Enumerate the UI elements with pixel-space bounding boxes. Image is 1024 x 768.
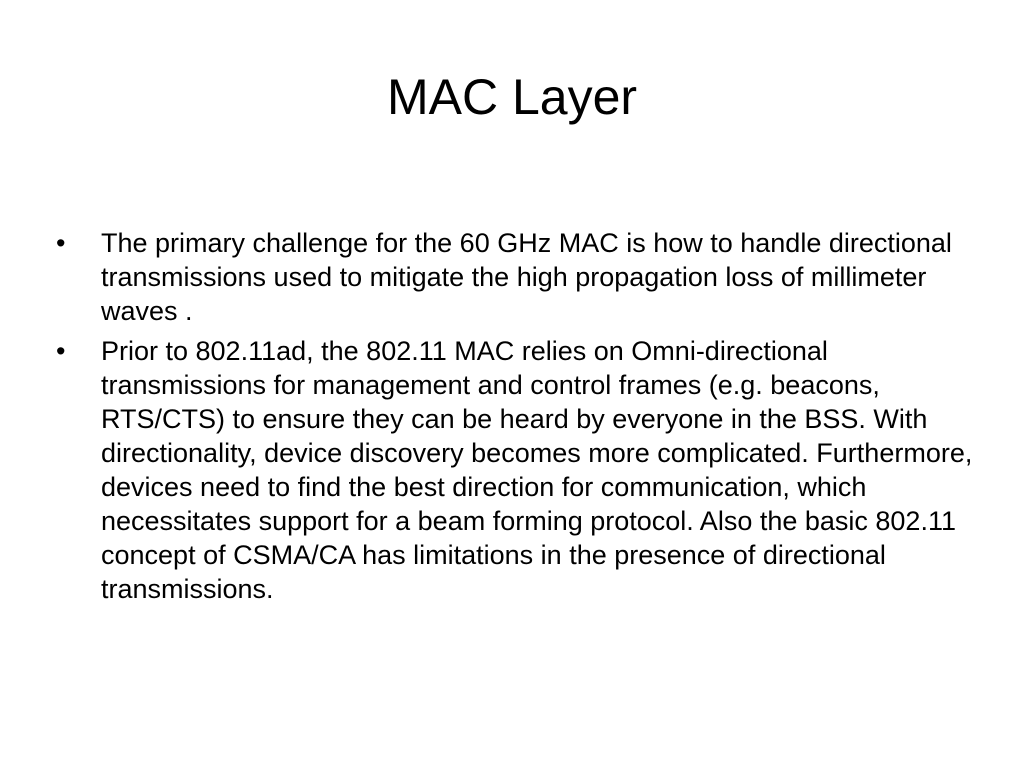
bullet-text: The primary challenge for the 60 GHz MAC is how to handle directional transmissions used to mitigate the high propagation loss of millimeter waves . — [101, 228, 952, 326]
bullet-dot-icon: • — [56, 228, 66, 258]
bullet-text: Prior to 802.11ad, the 802.11 MAC relies on Omni-directional transmissions for management and control frames (e.g. beacons, RTS/CTS) to ensure they can be heard by everyone in the BSS. With directionality, device discovery becomes more complicated. Furthermore, devices need to find the best direction for communication, which necessitates support for a beam forming protocol. Also the basic 802.11 concept of CSMA/CA has limitations in the presence of directional transmissions. — [101, 336, 973, 604]
bullet-item — [56, 334, 976, 606]
bullet-item — [56, 226, 976, 328]
bullet-list — [56, 226, 976, 612]
slide-title: MAC Layer — [386, 69, 638, 125]
bullet-dot-icon: • — [56, 336, 66, 366]
